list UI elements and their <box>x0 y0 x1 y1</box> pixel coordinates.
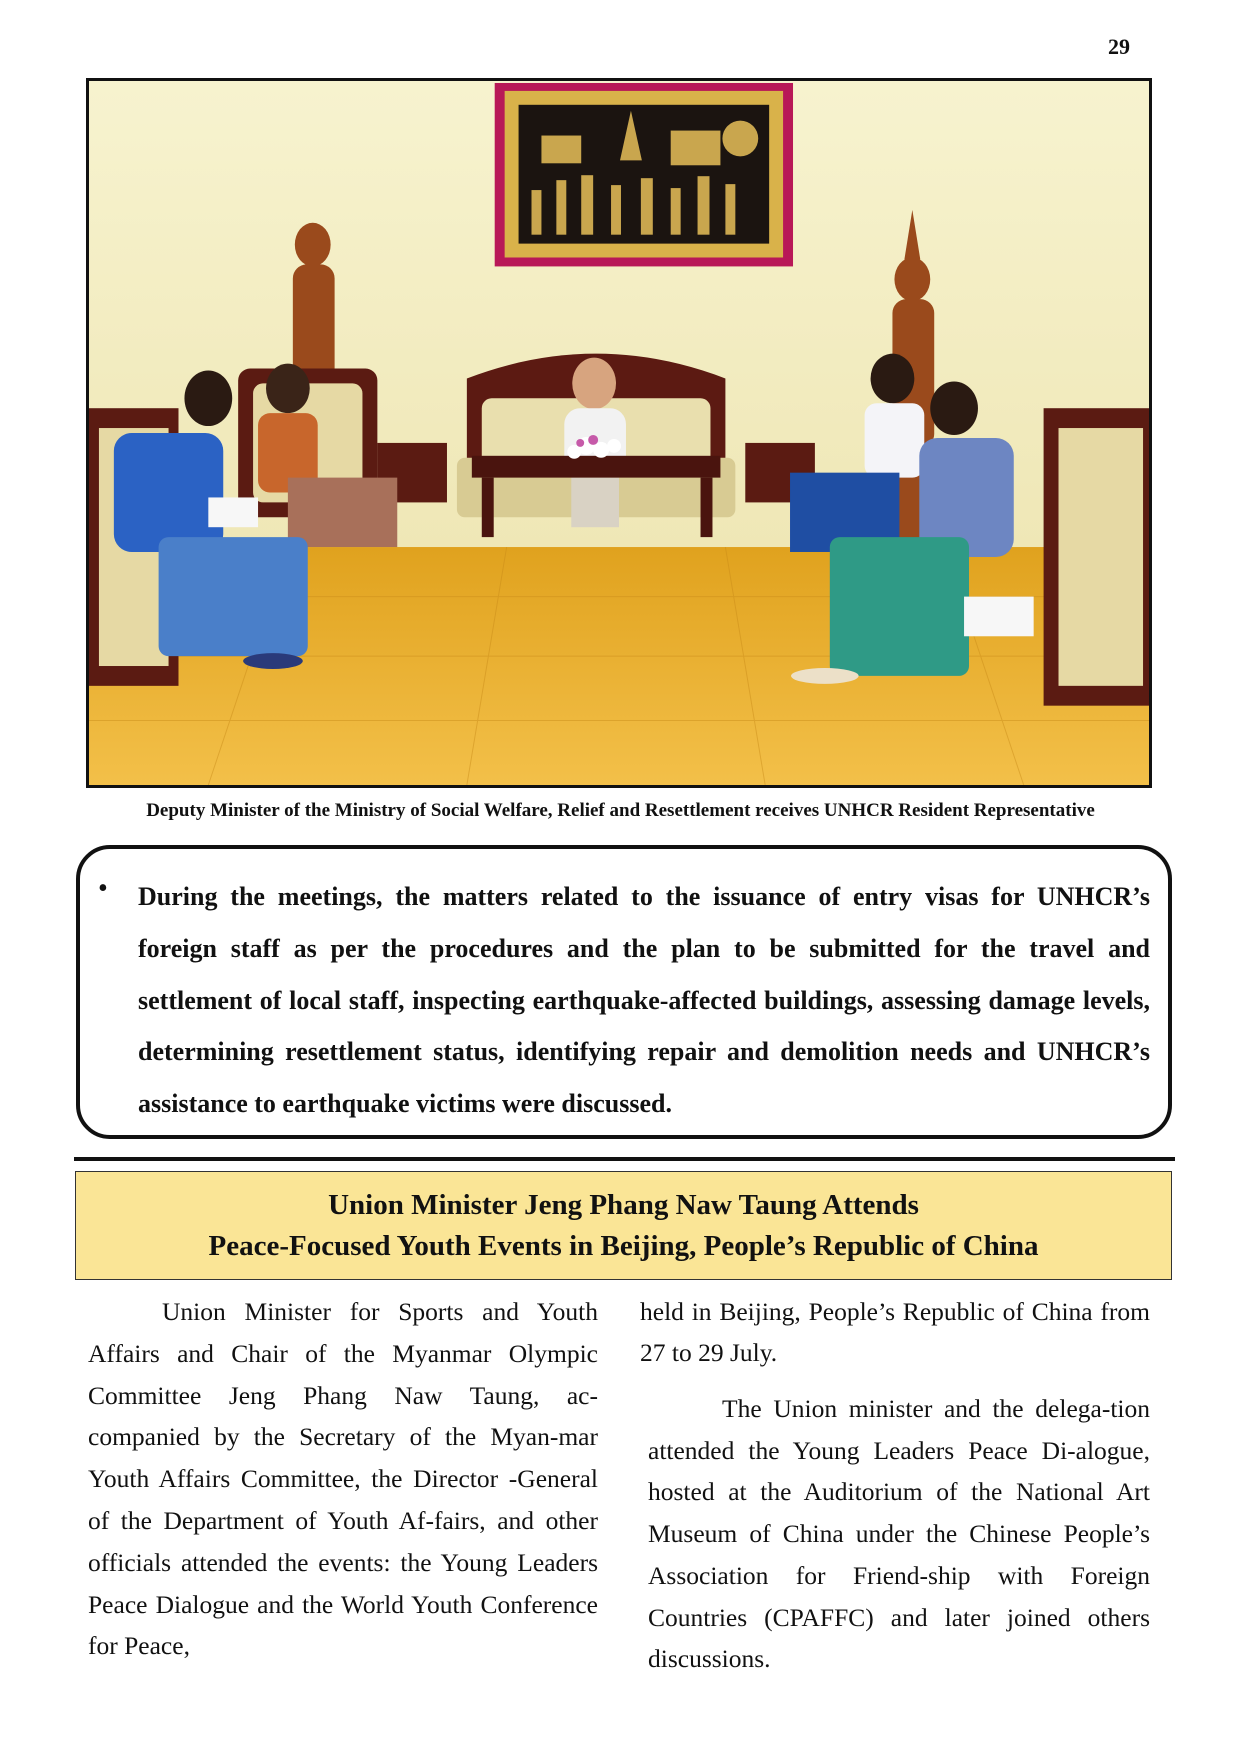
bullet-icon: • <box>98 873 108 904</box>
headline-line-2: Peace-Focused Youth Events in Beijing, People’s Republic of China <box>208 1230 1039 1262</box>
article-right-column-paragraph <box>648 1388 1150 1680</box>
photo-caption: Deputy Minister of the Ministry of Social Welfare, Relief and Resettlement receives UNHCR Resident Representative <box>146 800 1095 821</box>
left-column-text: Union Minister for Sports and Youth Affairs and Chair of the Myanmar Olympic Committee Jeng Phang Naw Taung, ac-companied by the Secretary of the Myan-mar Youth Affairs Committee, the Director -General of the Department of Youth Af-fairs, and other officials attended the events: the Young Leaders Peace Dialogue and the World Youth Conference for Peace, <box>88 1297 598 1661</box>
article-left-column <box>88 1291 598 1667</box>
right-column-text: The Union minister and the delega-tion attended the Young Leaders Peace Di-alogue, hosted at the Auditorium of the National Art Museum of China under the Chinese People’s Association for Friend-ship with Foreign Countries (CPAFFC) and later joined others discussions. <box>648 1394 1150 1674</box>
headline-line-1: Union Minister Jeng Phang Naw Taung Attends <box>328 1189 919 1221</box>
section-divider <box>74 1157 1175 1161</box>
page-number: 29 <box>1108 34 1130 59</box>
article-right-column-continuation: held in Beijing, People’s Republic of China from 27 to 29 July. <box>640 1297 1150 1368</box>
callout-text: During the meetings, the matters related to the issuance of entry visas for UNHCR’s foreign staff as per the procedures and the plan to be submitted for the travel and settlement of local staff, inspecting earthquake-affected buildings, assessing damage levels, determining resettlement status, identifying repair and demolition needs and UNHCR’s assistance to earthquake victims were discussed. <box>138 882 1150 1119</box>
highlight-callout-box <box>76 845 1172 1139</box>
meeting-photo <box>86 78 1152 788</box>
article-headline-box <box>75 1171 1172 1280</box>
